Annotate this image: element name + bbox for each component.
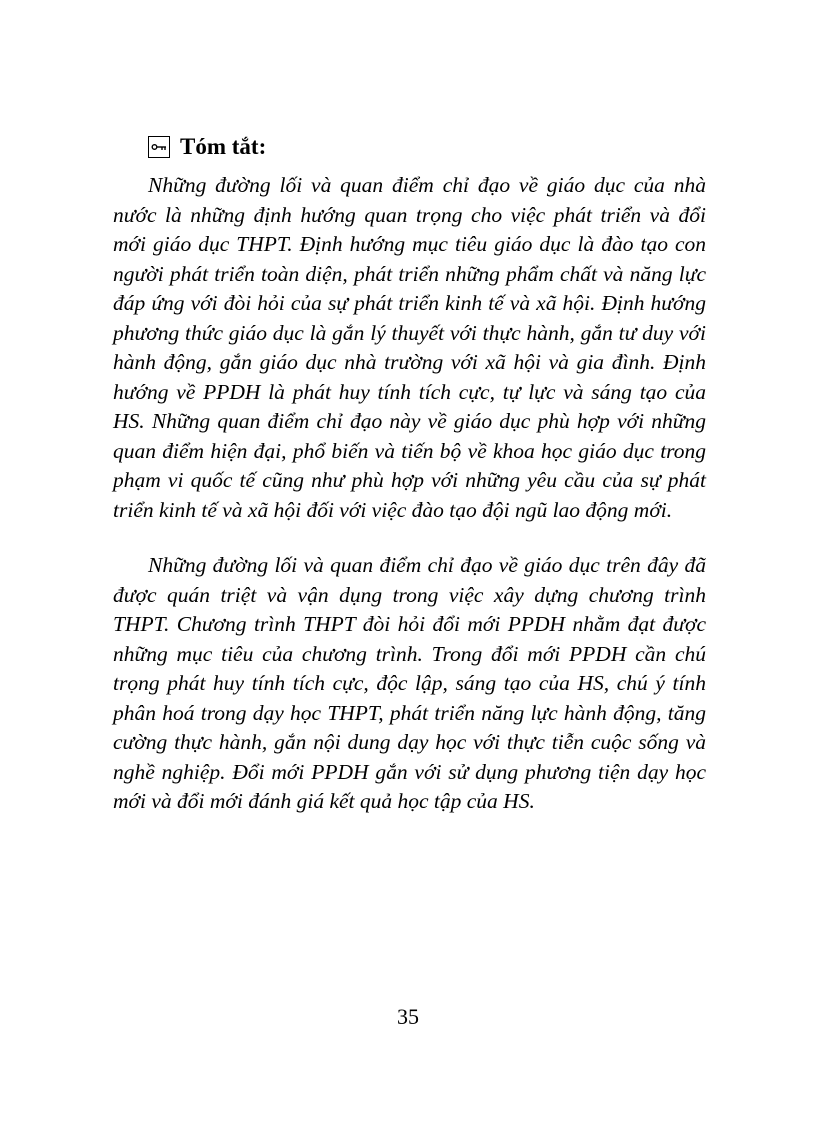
key-icon <box>148 136 170 158</box>
paragraph-1 <box>113 171 706 525</box>
paragraph-2 <box>113 551 706 817</box>
page-number: 35 <box>397 1004 419 1029</box>
paragraph-text: Những đường lối và quan điểm chỉ đạo về giáo dục trên đây đã được quán triệt và vận dụng trong việc xây dựng chương trình THPT. Chương trình THPT đòi hỏi đổi mới PPDH nhằm đạt được những mục tiêu của chương trình. Trong đổi mới PPDH cần chú trọng phát huy tính tích cực, độc lập, sáng tạo của HS, chú ý tính phân hoá trong dạy học THPT, phát triển năng lực hành động, tăng cường thực hành, gắn nội dung dạy học với thực tiễn cuộc sống và nghề nghiệp. Đổi mới PPDH gắn với sử dụng phương tiện dạy học mới và đổi mới đánh giá kết quả học tập của HS. <box>113 553 706 813</box>
summary-heading <box>148 133 266 161</box>
paragraph-text: Những đường lối và quan điểm chỉ đạo về giáo dục của nhà nước là những định hướng quan trọng cho việc phát triển và đổi mới giáo dục THPT. Định hướng mục tiêu giáo dục là đào tạo con người phát triển toàn diện, phát triển những phẩm chất và năng lực đáp ứng với đòi hỏi của sự phát triển kinh tế và xã hội. Định hướng phương thức giáo dục là gắn lý thuyết với thực hành, gắn tư duy với hành động, gắn giáo dục nhà trường với xã hội và gia đình. Định hướng về PPDH là phát huy tính tích cực, tự lực và sáng tạo của HS. Những quan điểm chỉ đạo này về giáo dục phù hợp với những quan điểm hiện đại, phổ biến và tiến bộ về khoa học giáo dục trong phạm vi quốc tế cũng như phù hợp với những yêu cầu của sự phát triển kinh tế và xã hội đối với việc đào tạo đội ngũ lao động mới. <box>113 173 706 522</box>
summary-title: Tóm tắt: <box>180 134 267 159</box>
